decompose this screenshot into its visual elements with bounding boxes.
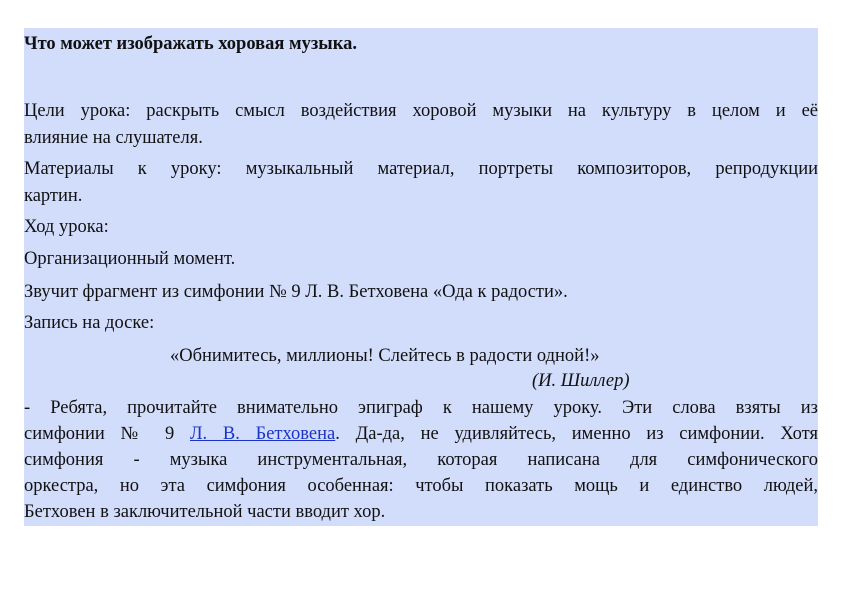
paragraph-line-2-end: . Да-да, не удивляйтесь, именно из симфонии. Хотя [335,424,818,444]
beethoven-link[interactable]: Л. В. Бетховена [189,424,336,444]
materials-line-1: Материалы к уроку: музыкальный материал, портреты композиторов, репродукции [24,159,818,179]
paragraph-line-5: Бетховен в заключительной части вводит хор. [24,502,386,522]
epigraph-author: (И. Шиллер) [532,371,630,391]
goals-line-1: Цели урока: раскрыть смысл воздействия хоровой музыки на культуру в целом и её [24,101,818,121]
lesson-title: Что может изображать хоровая музыка. [24,34,357,54]
epigraph-quote: «Обнимитесь, миллионы! Слейтесь в радости одной!» [170,346,600,366]
fragment-note: Звучит фрагмент из симфонии № 9 Л. В. Бетховена «Ода к радости». [24,282,568,302]
paragraph-line-1: - Ребята, прочитайте внимательно эпиграф к нашему уроку. Эти слова взяты из [24,398,818,418]
materials-line-2: картин. [24,186,83,206]
paragraph-line-3: симфония - музыка инструментальная, которая написана для симфонического [24,450,818,470]
paragraph-line-2-start: симфонии № 9 [24,424,190,444]
lesson-flow-heading: Ход урока: [24,217,109,237]
goals-line-2: влияние на слушателя. [24,128,203,148]
paragraph-line-4: оркестра, но эта симфония особенная: чтобы показать мощь и единство людей, [24,476,818,496]
paragraph-line-2 [24,422,818,446]
org-moment: Организационный момент. [24,249,236,269]
board-note: Запись на доске: [24,313,155,333]
document-page [24,28,818,526]
